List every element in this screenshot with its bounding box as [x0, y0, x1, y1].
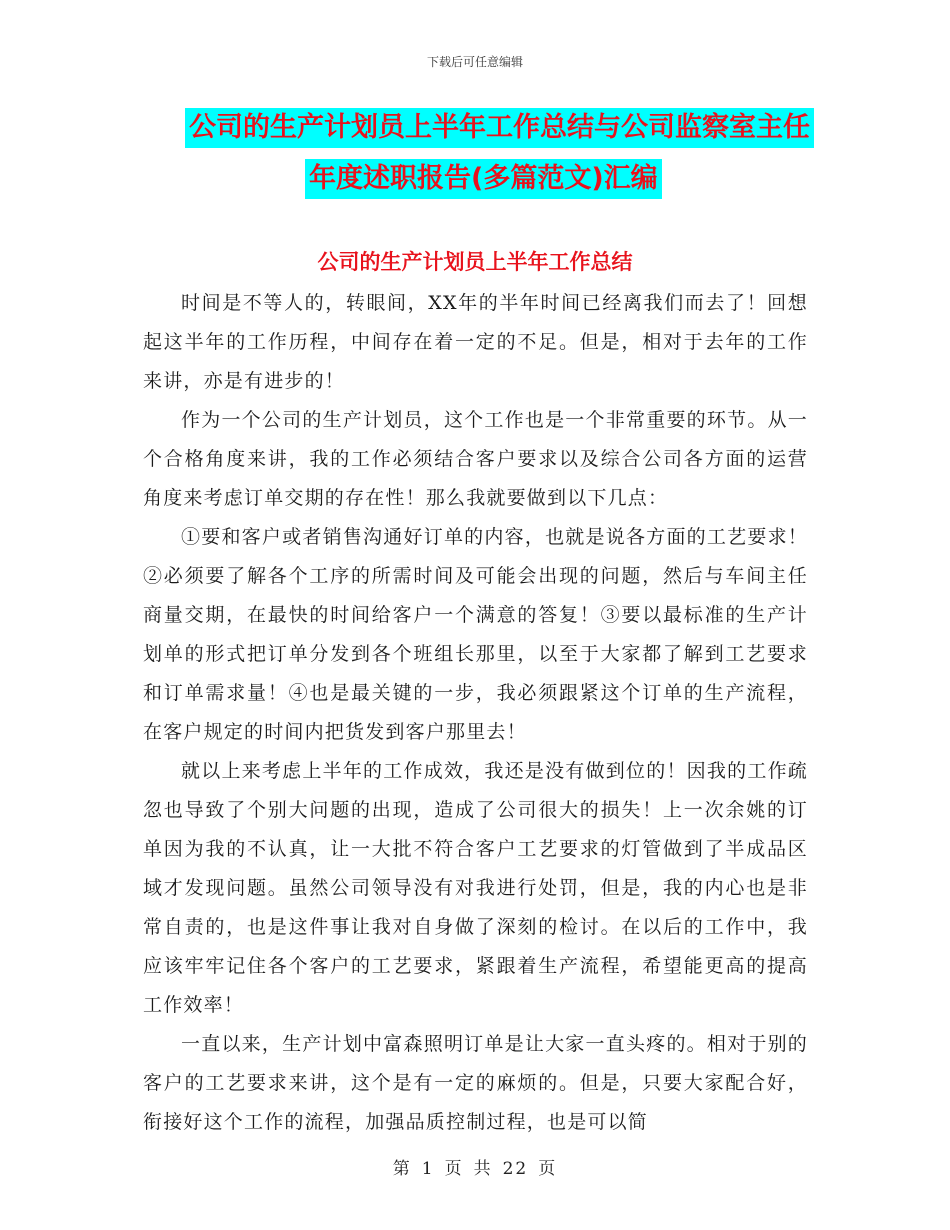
document-title-line-1: 公司的生产计划员上半年工作总结与公司监察室主任: [185, 108, 814, 148]
footer-total-label: 共: [473, 1159, 493, 1179]
footer-suffix: 页: [538, 1159, 558, 1179]
paragraph: 一直以来，生产计划中富森照明订单是让大家一直头疼的。相对于别的客户的工艺要求来讲，这个是有一定的麻烦的。但是，只要大家配合好，衔接好这个工作的流程，加强品质控制过程，也是可以简: [143, 1033, 808, 1133]
footer-page-label: 页: [444, 1159, 464, 1179]
document-body: [143, 284, 808, 1142]
total-pages-number: 22: [502, 1159, 529, 1179]
paragraph: 时间是不等人的，转眼间，XX年的半年时间已经离我们而去了！回想起这半年的工作历程，中间存在着一定的不足。但是，相对于去年的工作来讲，亦是有进步的！: [143, 292, 808, 392]
section-title: 公司的生产计划员上半年工作总结: [317, 250, 633, 274]
paragraph: 就以上来考虑上半年的工作成效，我还是没有做到位的！因我的工作疏忽也导致了个别大问题的出现，造成了公司很大的损失！上一次余姚的订单因为我的不认真，让一大批不符合客户工艺要求的灯管做到了半成品区域才发现问题。虽然公司领导没有对我进行处罚，但是，我的内心也是非常自责的，也是这件事让我对自身做了深刻的检讨。在以后的工作中，我应该牢牢记住各个客户的工艺要求，紧跟着生产流程，希望能更高的提高工作效率！: [143, 760, 808, 1016]
document-title-line-2: 年度述职报告(多篇范文)汇编: [305, 159, 662, 199]
paragraph: 作为一个公司的生产计划员，这个工作也是一个非常重要的环节。从一个合格角度来讲，我的工作必须结合客户要求以及综合公司各方面的运营角度来考虑订单交期的存在性！那么我就要做到以下几点：: [143, 409, 808, 509]
page-footer: [0, 1154, 950, 1179]
paragraph: ①要和客户或者销售沟通好订单的内容，也就是说各方面的工艺要求！②必须要了解各个工序的所需时间及可能会出现的问题，然后与车间主任商量交期，在最快的时间给客户一个满意的答复！③要以最标准的生产计划单的形式把订单分发到各个班组长那里，以至于大家都了解到工艺要求和订单需求量！④也是最关键的一步，我必须跟紧这个订单的生产流程，在客户规定的时间内把货发到客户那里去！: [143, 526, 808, 743]
current-page-number: 1: [421, 1159, 435, 1179]
header-note: 下载后可任意编辑: [426, 55, 523, 69]
footer-prefix: 第: [392, 1159, 412, 1179]
